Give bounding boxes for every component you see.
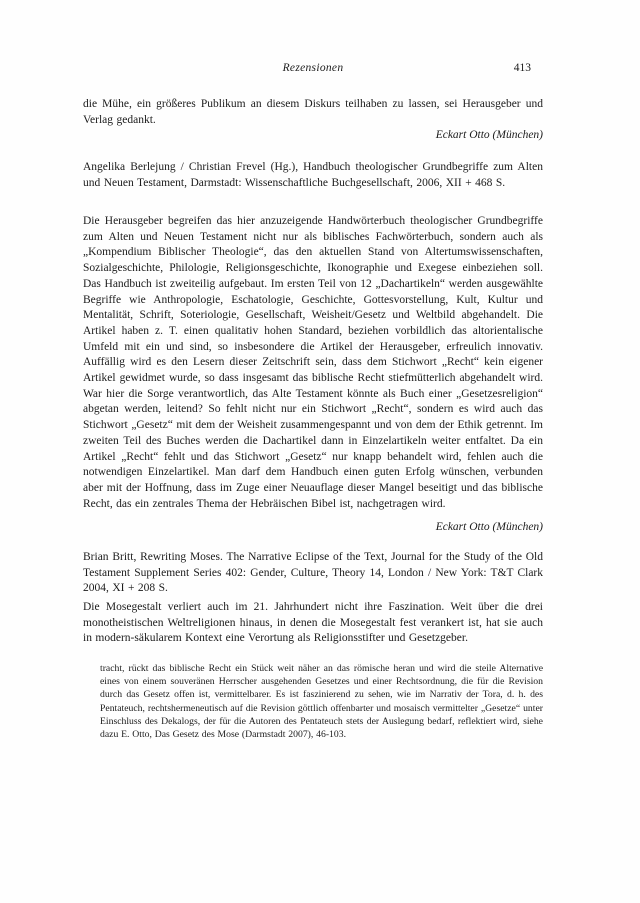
running-head-title: Rezensionen bbox=[282, 62, 344, 74]
footnote-continuation: tracht, rückt das biblische Recht ein Stück weit näher an das römische heran und wird die steile Alternative eines von einem souveränen Herrscher ausgehenden Gesetzes und einer Rechtsordnung, die für die Revision durch das Gesetz offen ist, vermittelbarer. Es ist faszinierend zu sehen, wie im Narrativ der Tora, d. h. des Pentateuch, rechtshermeneutisch auf die Revision göttlich offenbarter und mosaisch vermittelter „Gesetze“ unter Einschluss des Dekalogs, der für die Autoren des Pentateuch stets der Auslegung bedarf, reflektiert wird, siehe dazu E. Otto, Das Gesetz des Mose (Darmstadt 2007), 46-103. bbox=[100, 663, 543, 741]
running-head bbox=[83, 60, 543, 78]
review-closing-paragraph: die Mühe, ein größeres Publikum an diesem Diskurs teilhaben zu lassen, sei Herausgeber und Verlag gedankt. bbox=[83, 98, 543, 126]
review-bibliographic-heading: Brian Britt, Rewriting Moses. The Narrative Eclipse of the Text, Journal for the Study of the Old Testament Supplement Series 402: Gender, Culture, Theory 14, London / New York: T&T Clark 2004, XI + 208 S. bbox=[83, 551, 543, 595]
page-number: 413 bbox=[513, 62, 531, 74]
review-body-paragraph: Die Herausgeber begreifen das hier anzuzeigende Handwörterbuch theologischer Grundbegriffe zum Alten und Neuen Testament nicht nur als biblisches Fachwörterbuch, sondern auch als „Kompendium Biblischer Theologie“, das den aktuellen Stand von Altertumswissenschaften, Sozialgeschichte, Philologie, Religionsgeschichte, Ikonographie und Exegese einbeziehen soll. Das Handbuch ist zweiteilig aufgebaut. Im ersten Teil von 12 „Dachartikeln“ werden ausgewählte Begriffe wie Anthropologie, Eschatologie, Geschichte, Gottesvorstellung, Kult, Kultur und Mentalität, Schrift, Soteriologie, Gesellschaft, Weisheit/Gesetz und Weltbild abgehandelt. Die Artikel haben z. T. einen qualitativ hohen Standard, beziehen vorbildlich das altorientalische Umfeld mit ein und sind, so insbesondere die Artikel der Herausgeber, erfreulich innovativ. Auffällig wird es den Lesern dieser Zeitschrift sein, dass dem Stichwort „Recht“ kein eigener Artikel gewidmet wurde, so dass insgesamt das biblische Recht stiefmütterlich abgehandelt wird. War hier die Sorge verantwortlich, das Alte Testament könnte als Buch einer „Gesetzesreligion“ abgetan werden, leitend? So fehlt nicht nur ein Stichwort „Recht“, sondern es wird auch das Stichwort „Gesetz“ mit dem der Weisheit zusammengespannt und von dem der Ethik getrennt. Im zweiten Teil des Buches werden die Dachartikel dann in Einzelartikeln weiter entfaltet. Da ein Artikel „Recht“ fehlt und das Stichwort „Gesetz“ nur knapp behandelt wird, fehlen auch die notwendigen Einzelartikel. Man darf dem Handbuch einen guten Erfolg wünschen, verbunden aber mit der Hoffnung, dass im Zuge einer Neuauflage dieser Mangel beseitigt und das biblische Recht, das ein zentrales Thema der Hebräischen Bibel ist, nachgetragen wird. bbox=[83, 215, 543, 510]
review-bibliographic-heading: Angelika Berlejung / Christian Frevel (Hg.), Handbuch theologischer Grundbegriffe zum Alten und Neuen Testament, Darmstadt: Wissenschaftliche Buchgesellschaft, 2006, XII + 468 S. bbox=[83, 161, 543, 189]
reviewer-signature: Eckart Otto (München) bbox=[435, 129, 543, 141]
review-body-paragraph: Die Mosegestalt verliert auch im 21. Jahrhundert nicht ihre Faszination. Weit über die drei monotheistischen Weltreligionen hinaus, in denen die Mosegestalt fest verankert ist, hat sie auch in modern-säkularem Kontext eine Verortung als Religionsstifter und Gesetzgeber. bbox=[83, 601, 543, 645]
reviewer-signature: Eckart Otto (München) bbox=[435, 521, 543, 533]
